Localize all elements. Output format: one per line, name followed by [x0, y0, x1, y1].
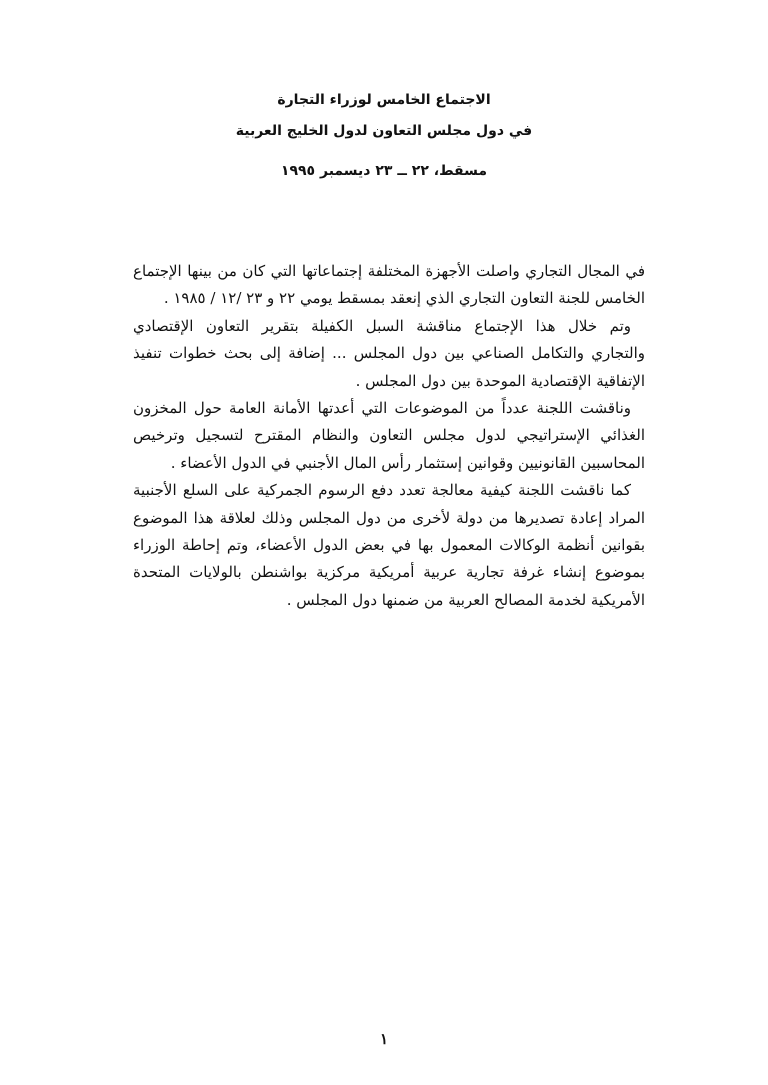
- text-line: الإتفاقية الإقتصادية الموحدة بين دول المجلس .: [355, 371, 645, 390]
- text-line: وناقشت اللجنة عدداً من الموضوعات التي أعدتها الأمانة العامة حول المخزون: [133, 398, 631, 417]
- page-number: ١: [379, 1030, 389, 1048]
- text-line: وتم خلال هذا الإجتماع مناقشة السبل الكفيلة بتقرير التعاون الإقتصادي: [133, 316, 631, 335]
- text-line: الغذائي الإستراتيجي لدول مجلس التعاون والنظام المقترح لتسجيل وترخيص: [133, 426, 645, 445]
- text-line: المحاسبين القانونيين وقوانين إستثمار رأس المال الأجنبي في الدول الأعضاء .: [170, 453, 645, 472]
- text-line: الخامس للجنة التعاون التجاري الذي إنعقد بمسقط يومي ٢٢ و ٢٣ /١٢ / ١٩٨٥ .: [163, 289, 645, 308]
- text-line: المراد إعادة تصديرها من دولة لأخرى من دول المجلس وذلك لعلاقة هذا الموضوع: [133, 508, 645, 527]
- text-line: الأمريكية لخدمة المصالح العربية من ضمنها دول المجلس .: [286, 590, 645, 609]
- text-line: بموضوع إنشاء غرفة تجارية عربية أمريكية مركزية بواشنطن بالولايات المتحدة: [133, 563, 645, 582]
- text-line: في المجال التجاري واصلت الأجهزة المختلفة إجتماعاتها التي كان من بينها الإجتماع: [133, 262, 645, 280]
- text-line: كما ناقشت اللجنة كيفية معالجة تعدد دفع الرسوم الجمركية على السلع الأجنبية: [133, 481, 631, 500]
- heading-date: مسقط، ٢٢ ــ ٢٣ ديسمبر ١٩٩٥: [280, 163, 488, 179]
- text-line: والتجاري والتكامل الصناعي بين دول المجلس ... إضافة إلى بحث خطوات تنفيذ: [133, 344, 645, 363]
- heading-line-2: في دول مجلس التعاون لدول الخليج العربية: [235, 123, 533, 139]
- text-line: بقوانين أنظمة الوكالات المعمول بها في بعض الدول الأعضاء، وتم إحاطة الوزراء: [133, 535, 645, 554]
- heading-line-1: الاجتماع الخامس لوزراء التجارة: [277, 92, 491, 108]
- body-text: [133, 258, 645, 614]
